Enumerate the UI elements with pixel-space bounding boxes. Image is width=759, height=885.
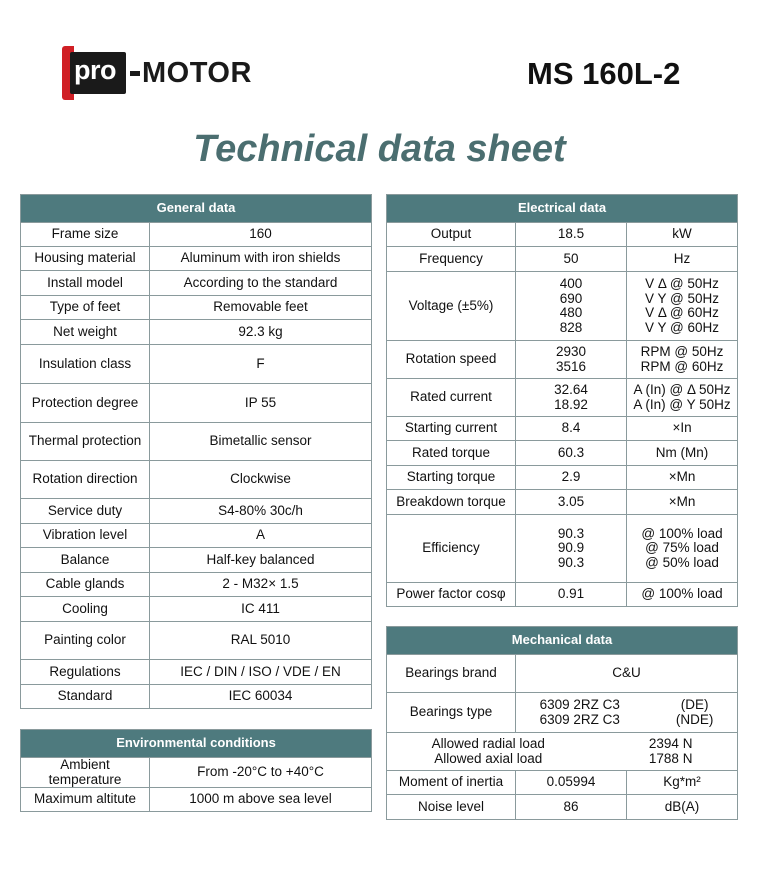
- rated-current-unit-line: A (In) @ Y 50Hz: [633, 396, 731, 412]
- general-row: [21, 271, 372, 296]
- starting-torque-value-line: 2.9: [561, 469, 581, 485]
- protection-degree-label: Protection degree: [21, 384, 150, 423]
- standard-label: Standard: [21, 685, 150, 709]
- rotation-speed-value-line: 3516: [555, 358, 587, 374]
- balance-label: Balance: [21, 548, 150, 573]
- electrical-row: [387, 223, 738, 247]
- general-row: [21, 320, 372, 345]
- bearings-type-value: [516, 693, 738, 733]
- general-row: [21, 423, 372, 461]
- environment-row: [21, 788, 372, 812]
- logo-mark: [62, 46, 128, 100]
- net-weight-value: 92.3 kg: [150, 320, 372, 345]
- general-row: [21, 461, 372, 499]
- bearing-de-position: (DE): [680, 697, 709, 712]
- service-duty-value: S4-80% 30c/h: [150, 499, 372, 524]
- bearings-type-label: Bearings type: [387, 693, 516, 733]
- starting-current-label: Starting current: [387, 417, 516, 441]
- rated-current-label: Rated current: [387, 379, 516, 417]
- noise-level-value: 86: [516, 795, 627, 820]
- radial-load-label: Allowed radial load: [431, 736, 545, 751]
- breakdown-torque-value: [516, 490, 627, 515]
- voltage-5-unit: [627, 272, 738, 341]
- general-row: [21, 548, 372, 573]
- radial-load-value: 2394 N: [648, 736, 693, 751]
- rotation-speed-label: Rotation speed: [387, 341, 516, 379]
- frequency-value-line: 50: [563, 250, 579, 266]
- brand-logo: [62, 46, 252, 100]
- electrical-row: [387, 490, 738, 515]
- general-data-header: General data: [21, 195, 372, 223]
- breakdown-torque-label: Breakdown torque: [387, 490, 516, 515]
- regulations-value: IEC / DIN / ISO / VDE / EN: [150, 660, 372, 685]
- electrical-row: [387, 441, 738, 466]
- painting-color-value: RAL 5010: [150, 622, 372, 660]
- install-model-label: Install model: [21, 271, 150, 296]
- output-value: [516, 223, 627, 247]
- moment-of-inertia-label: Moment of inertia: [387, 771, 516, 795]
- rated-current-value-line: 32.64: [554, 382, 588, 397]
- rated-current-value-line: 18.92: [554, 396, 588, 412]
- axial-load-value: 1788 N: [648, 750, 693, 766]
- electrical-row: [387, 515, 738, 583]
- starting-current-value-line: 8.4: [561, 420, 581, 436]
- general-row: [21, 499, 372, 524]
- net-weight-label: Net weight: [21, 320, 150, 345]
- general-row: [21, 597, 372, 622]
- general-row: [21, 345, 372, 384]
- voltage-5-unit-line: V Δ @ 50Hz: [645, 276, 719, 291]
- starting-torque-value: [516, 466, 627, 490]
- output-value-line: 18.5: [557, 226, 585, 242]
- frame-size-label: Frame size: [21, 223, 150, 247]
- page-title: Technical data sheet: [193, 128, 566, 170]
- type-of-feet-value: Removable feet: [150, 296, 372, 320]
- rated-torque-unit-line: Nm (Mn): [655, 444, 709, 460]
- service-duty-label: Service duty: [21, 499, 150, 524]
- electrical-row: [387, 466, 738, 490]
- rated-torque-value-line: 60.3: [557, 444, 585, 460]
- rated-current-value: [516, 379, 627, 417]
- general-row: [21, 685, 372, 709]
- starting-current-value: [516, 417, 627, 441]
- starting-current-unit: [627, 417, 738, 441]
- starting-torque-unit: [627, 466, 738, 490]
- rated-torque-unit: [627, 441, 738, 466]
- electrical-data-table: [386, 194, 738, 607]
- output-unit-line: kW: [672, 226, 692, 242]
- efficiency-unit-line: @ 50% load: [645, 554, 719, 570]
- maximum-altitute-label: Maximum altitute: [21, 788, 150, 812]
- breakdown-torque-value-line: 3.05: [557, 493, 585, 509]
- voltage-5-unit-line: V Y @ 50Hz: [645, 290, 720, 306]
- axial-load-label: Allowed axial load: [434, 750, 543, 766]
- breakdown-torque-unit: [627, 490, 738, 515]
- bearing-nde-model: 6309 2RZ C3: [539, 711, 620, 727]
- noise-level-label: Noise level: [387, 795, 516, 820]
- moment-of-inertia-value: 0.05994: [516, 771, 627, 795]
- efficiency-value-line: 90.9: [557, 540, 585, 556]
- cooling-label: Cooling: [21, 597, 150, 622]
- vibration-level-value: A: [150, 524, 372, 548]
- voltage-5-value-line: 400: [559, 276, 583, 291]
- general-row: [21, 223, 372, 247]
- starting-torque-unit-line: ×Mn: [668, 469, 696, 485]
- frequency-value: [516, 247, 627, 272]
- moment-of-inertia-unit: Kg*m²: [627, 771, 738, 795]
- electrical-row: [387, 583, 738, 607]
- logo-motor-text: MOTOR: [142, 56, 252, 89]
- rotation-speed-unit: [627, 341, 738, 379]
- maximum-altitute-value: 1000 m above sea level: [150, 788, 372, 812]
- power-factor-cos-unit-line: @ 100% load: [641, 586, 723, 602]
- environment-row: [21, 758, 372, 788]
- output-label: Output: [387, 223, 516, 247]
- breakdown-torque-unit-line: ×Mn: [668, 493, 696, 509]
- rated-current-unit: [627, 379, 738, 417]
- general-row: [21, 660, 372, 685]
- efficiency-unit-line: @ 100% load: [641, 525, 723, 541]
- general-row: [21, 296, 372, 320]
- frame-size-value: 160: [150, 223, 372, 247]
- general-data-table: [20, 194, 372, 709]
- general-row: [21, 524, 372, 548]
- electrical-row: [387, 417, 738, 441]
- type-of-feet-label: Type of feet: [21, 296, 150, 320]
- logo-pro-text: pro: [74, 55, 116, 85]
- cable-glands-value: 2 - M32× 1.5: [150, 573, 372, 597]
- protection-degree-value: IP 55: [150, 384, 372, 423]
- voltage-5-label: Voltage (±5%): [387, 272, 516, 341]
- voltage-5-value-line: 690: [559, 290, 583, 306]
- voltage-5-value-line: 480: [559, 305, 583, 320]
- voltage-5-unit-line: V Δ @ 60Hz: [645, 305, 719, 320]
- install-model-value: According to the standard: [150, 271, 372, 296]
- rated-current-unit-line: A (In) @ Δ 50Hz: [633, 382, 731, 397]
- balance-value: Half-key balanced: [150, 548, 372, 573]
- bearings-brand-value: C&U: [516, 655, 738, 693]
- environmental-conditions-table: [20, 729, 372, 812]
- insulation-class-value: F: [150, 345, 372, 384]
- voltage-5-value-line: 828: [559, 319, 583, 335]
- bearing-nde-position: (NDE): [675, 711, 714, 727]
- general-row: [21, 384, 372, 423]
- rotation-speed-value-line: 2930: [555, 344, 587, 359]
- rotation-speed-unit-line: RPM @ 60Hz: [640, 358, 724, 374]
- electrical-row: [387, 247, 738, 272]
- frequency-unit-line: Hz: [673, 250, 691, 266]
- allowed-loads: [387, 733, 738, 771]
- mechanical-data-table: [386, 626, 738, 820]
- bearing-de-model: 6309 2RZ C3: [539, 697, 620, 712]
- model-number: MS 160L-2: [527, 56, 681, 91]
- power-factor-cos-unit: [627, 583, 738, 607]
- voltage-5-value: [516, 272, 627, 341]
- general-row: [21, 247, 372, 271]
- cooling-value: IC 411: [150, 597, 372, 622]
- efficiency-unit-line: @ 75% load: [645, 540, 719, 556]
- standard-value: IEC 60034: [150, 685, 372, 709]
- electrical-row: [387, 379, 738, 417]
- efficiency-label: Efficiency: [387, 515, 516, 583]
- electrical-row: [387, 272, 738, 341]
- frequency-unit: [627, 247, 738, 272]
- general-row: [21, 573, 372, 597]
- thermal-protection-label: Thermal protection: [21, 423, 150, 461]
- electrical-row: [387, 341, 738, 379]
- efficiency-unit: [627, 515, 738, 583]
- efficiency-value: [516, 515, 627, 583]
- regulations-label: Regulations: [21, 660, 150, 685]
- starting-torque-label: Starting torque: [387, 466, 516, 490]
- rotation-speed-unit-line: RPM @ 50Hz: [640, 344, 724, 359]
- insulation-class-label: Insulation class: [21, 345, 150, 384]
- noise-level-unit: dB(A): [627, 795, 738, 820]
- frequency-label: Frequency: [387, 247, 516, 272]
- efficiency-value-line: 90.3: [557, 525, 585, 541]
- power-factor-cos-value: [516, 583, 627, 607]
- electrical-data-header: Electrical data: [387, 195, 738, 223]
- ambient-temperature-label: Ambient temperature: [21, 758, 150, 788]
- mechanical-data-header: Mechanical data: [387, 627, 738, 655]
- power-factor-cos-label: Power factor cosφ: [387, 583, 516, 607]
- housing-material-value: Aluminum with iron shields: [150, 247, 372, 271]
- vibration-level-label: Vibration level: [21, 524, 150, 548]
- efficiency-value-line: 90.3: [557, 554, 585, 570]
- rotation-speed-value: [516, 341, 627, 379]
- power-factor-cos-value-line: 0.91: [557, 586, 585, 602]
- cable-glands-label: Cable glands: [21, 573, 150, 597]
- rated-torque-label: Rated torque: [387, 441, 516, 466]
- rotation-direction-label: Rotation direction: [21, 461, 150, 499]
- general-row: [21, 622, 372, 660]
- ambient-temperature-value: From -20°C to +40°C: [150, 758, 372, 788]
- bearings-brand-label: Bearings brand: [387, 655, 516, 693]
- housing-material-label: Housing material: [21, 247, 150, 271]
- thermal-protection-value: Bimetallic sensor: [150, 423, 372, 461]
- voltage-5-unit-line: V Y @ 60Hz: [645, 319, 720, 335]
- environmental-conditions-header: Environmental conditions: [21, 730, 372, 758]
- output-unit: [627, 223, 738, 247]
- rotation-direction-value: Clockwise: [150, 461, 372, 499]
- rated-torque-value: [516, 441, 627, 466]
- starting-current-unit-line: ×In: [672, 420, 692, 436]
- painting-color-label: Painting color: [21, 622, 150, 660]
